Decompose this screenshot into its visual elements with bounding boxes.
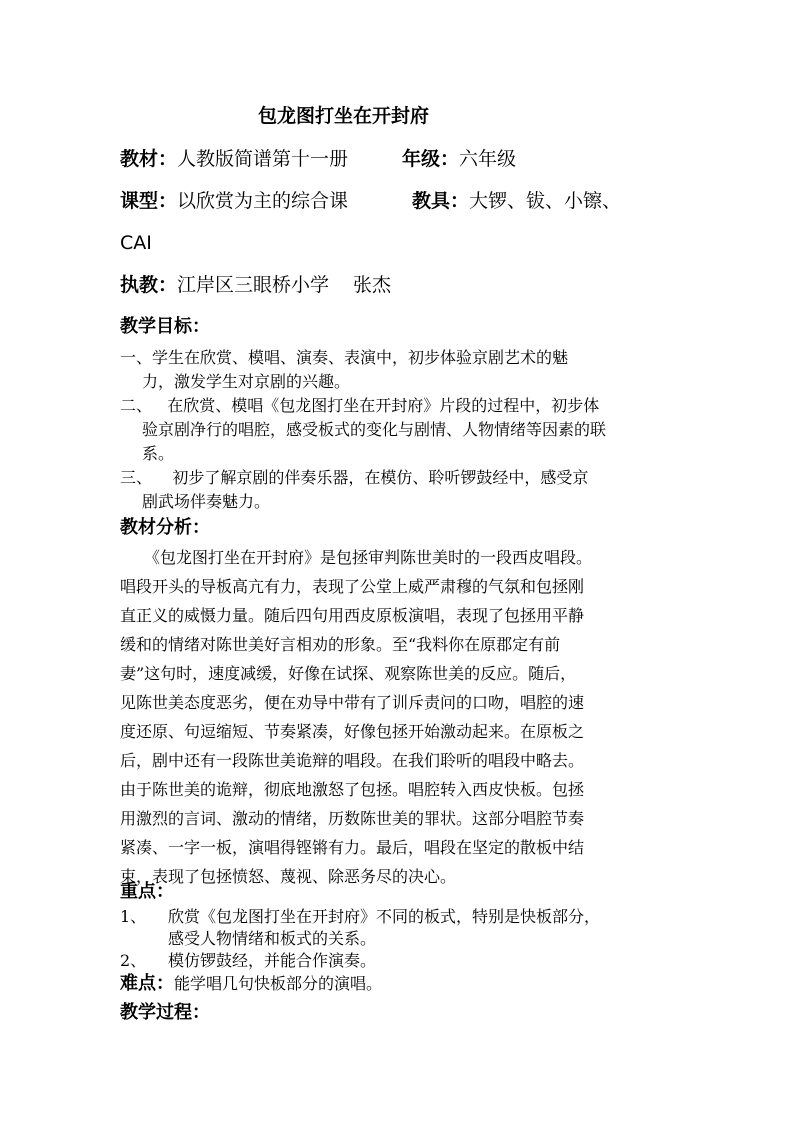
analysis-line: 见陈世美态度恶劣，便在劝导中带有了训斥责问的口吻，唱腔的速: [120, 693, 585, 712]
goals-line: 力，激发学生对京剧的兴趣。: [142, 372, 351, 391]
goals-line: 三、 初步了解京剧的伴奏乐器，在模仿、聆听锣鼓经中，感受京: [120, 468, 589, 487]
teacher-label: 执教：: [120, 274, 178, 296]
analysis-line: 度还原、句逗缩短、节奏紧凑，好像包拯开始激动起来。在原板之: [120, 722, 585, 741]
goals-list: [120, 346, 680, 514]
key-point-item: [120, 950, 600, 972]
analysis-line: 紧凑、一字一板，演唱得铿锵有力。最后，唱段在坚定的散板中结: [120, 838, 585, 857]
key-points-list: [120, 906, 600, 972]
analysis-line: 后，剧中还有一段陈世美诡辩的唱段。在我们聆听的唱段中略去。: [120, 751, 585, 770]
goals-line: 剧武场伴奏魅力。: [142, 492, 271, 511]
analysis-line: 束，表现了包拯愤怒、蔑视、除恶务尽的决心。: [120, 867, 457, 886]
key-point-number: 2、: [120, 951, 147, 970]
key-point-text: 欣赏《包龙图打坐在开封府》不同的板式，特别是快板部分，: [168, 907, 601, 926]
analysis-line: 妻”这句时，速度减缓，好像在试探、观察陈世美的反应。随后，: [120, 664, 577, 683]
analysis-line: 唱段开头的导板高亢有力，表现了公堂上威严肃穆的气氛和包拯刚: [120, 577, 585, 596]
key-points-heading: 重点：: [120, 881, 174, 902]
tools-label: 教具：: [412, 190, 470, 212]
grade-value: 六年级: [459, 148, 517, 170]
grade-label: 年级：: [402, 148, 460, 170]
analysis-paragraph: [120, 543, 680, 891]
teacher-value: 江岸区三眼桥小学: [177, 274, 330, 296]
goals-line: 系。: [142, 444, 175, 463]
tools-value: 大锣、钹、小镲、: [469, 190, 622, 212]
analysis-line: 《包龙图打坐在开封府》是包拯审判陈世美时的一段西皮唱段。: [144, 548, 593, 567]
difficulty-value: 能学唱几句快板部分的演唱。: [174, 974, 383, 993]
key-point-item: [120, 906, 600, 928]
analysis-line: 缓和的情绪对陈世美好言相劝的形象。至“我料你在原郡定有前: [120, 635, 561, 654]
meta-row-material: [120, 145, 516, 173]
teacher-name: 张杰: [353, 274, 392, 296]
key-point-number: 1、: [120, 907, 147, 926]
type-value: 以欣赏为主的综合课: [177, 190, 349, 212]
goals-line: 验京剧净行的唱腔，感受板式的变化与剧情、人物情绪等因素的联: [142, 420, 607, 439]
key-point-continuation: 感受人物情绪和板式的关系。: [168, 929, 377, 948]
document-title: 包龙图打坐在开封府: [258, 105, 430, 127]
meta-row-type: [120, 187, 621, 215]
material-label: 教材：: [120, 148, 178, 170]
goals-line: 一、学生在欣赏、模唱、演奏、表演中，初步体验京剧艺术的魅: [120, 348, 569, 367]
analysis-line: 由于陈世美的诡辩，彻底地激怒了包拯。唱腔转入西皮快板。包拯: [120, 780, 585, 799]
meta-row-teacher: [120, 271, 391, 299]
material-value: 人教版简谱第十一册: [177, 148, 349, 170]
goals-line: 二、 在欣赏、模唱《包龙图打坐在开封府》片段的过程中，初步体: [120, 396, 600, 415]
key-point-text: 模仿锣鼓经，并能合作演奏。: [168, 951, 377, 970]
analysis-line: 用激烈的言词、激动的情绪，历数陈世美的罪状。这部分唱腔节奏: [120, 809, 585, 828]
tools-value-continued: CAI: [120, 232, 152, 254]
analysis-line: 直正义的威慑力量。随后四句用西皮原板演唱，表现了包拯用平静: [120, 606, 585, 625]
difficulty-label: 难点：: [120, 973, 174, 994]
analysis-heading: 教材分析：: [120, 517, 210, 538]
difficulty-row: [120, 972, 382, 996]
type-label: 课型：: [120, 190, 178, 212]
process-heading: 教学过程：: [120, 1002, 210, 1023]
goals-heading: 教学目标：: [120, 316, 210, 337]
